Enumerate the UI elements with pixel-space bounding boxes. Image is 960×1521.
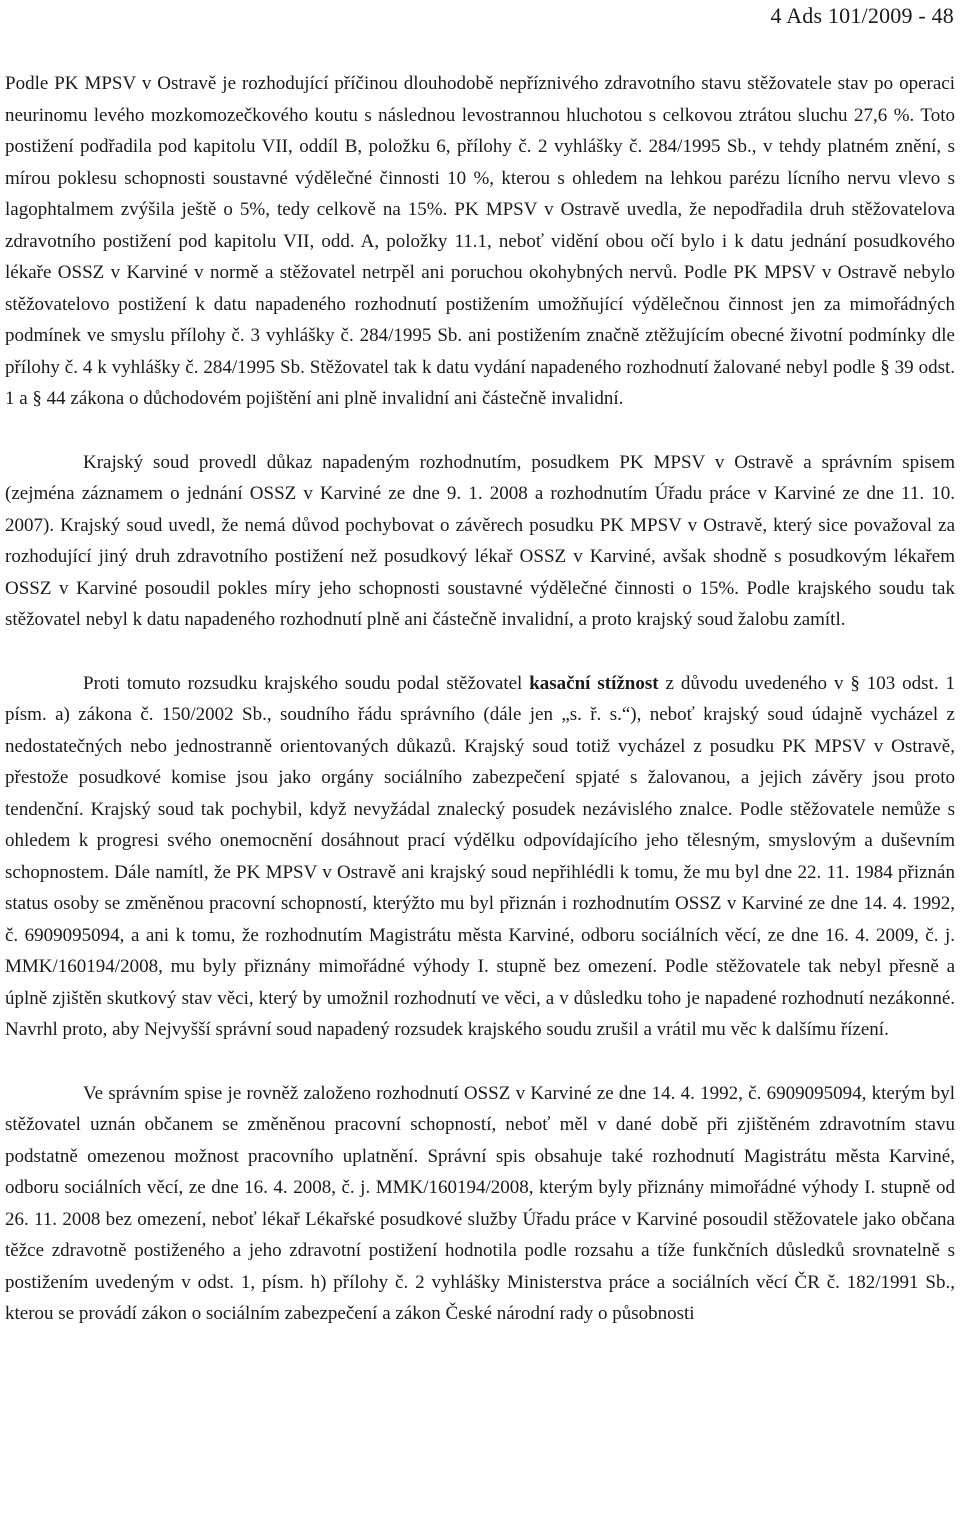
- paragraph-regional-court: Krajský soud provedl důkaz napadeným rozhodnutím, posudkem PK MPSV v Ostravě a správním spisem (zejména záznamem o jednání OSSZ v Karviné ze dne 9. 1. 2008 a rozhodnutím Úřadu práce v Karviné ze dne 11. 10. 2007). Krajský soud uvedl, že nemá důvod pochybovat o závěrech posudku PK MPSV v Ostravě, který sice považoval za rozhodující jiný druh zdravotního postižení než posudkový lékař OSSZ v Karviné, avšak shodně s posudkovým lékařem OSSZ v Karviné posoudil pokles míry jeho schopnosti soustavné výdělečné činnosti o 15%. Podle krajského soudu tak stěžovatel nebyl k datu napadeného rozhodnutí plně ani částečně invalidní, a proto krajský soud žalobu zamítl.: [5, 451, 955, 630]
- paragraph-cassation-intro: Proti tomuto rozsudku krajského soudu podal stěžovatel: [83, 672, 530, 694]
- paragraph-administrative-file: Ve správním spise je rovněž založeno rozhodnutí OSSZ v Karviné ze dne 14. 4. 1992, č. 6909095094, kterým byl stěžovatel uznán občanem se změněnou pracovní schopností, neboť měl v dané době při zjištěném zdravotním stavu podstatně omezenou možnost pracovního uplatnění. Správní spis obsahuje také rozhodnutí Magistrátu města Karviné, odboru sociálních věcí, ze dne 16. 4. 2008, č. j. MMK/160194/2008, kterým byly přiznány mimořádné výhody I. stupně od 26. 11. 2008 bez omezení, neboť lékař Lékařské posudkové služby Úřadu práce v Karviné posoudil stěžovatele jako občana těžce zdravotně postiženého a jeho zdravotní postižení hodnotila podle rozsahu a tíže funkčních důsledků srovnatelně s postižením uvedeným v odst. 1, písm. h) přílohy č. 2 vyhlášky Ministerstva práce a sociálních věcí ČR č. 182/1991 Sb., kterou se provádí zákon o sociálním zabezpečení a zákon České národní rady o působnosti: [5, 1082, 955, 1324]
- document-body: [5, 68, 955, 1330]
- cassation-complaint-term: kasační stížnost: [529, 672, 659, 694]
- paragraph-commission-findings: Podle PK MPSV v Ostravě je rozhodující příčinou dlouhodobě nepříznivého zdravotního stavu stěžovatele stav po operaci neurinomu levého mozkomozečkového koutu s následnou levostrannou hluchotou s celkovou ztrátou sluchu 27,6 %. Toto postižení podřadila pod kapitolu VII, oddíl B, položku 6, přílohy č. 2 vyhlášky č. 284/1995 Sb., v tehdy platném znění, s mírou poklesu schopnosti soustavné výdělečné činnosti 10 %, kterou s ohledem na lehkou parézu lícního nervu vlevo s lagophtalmem zvýšila ještě o 5%, tedy celkově na 15%. PK MPSV v Ostravě uvedla, že nepodřadila druh stěžovatelova zdravotního postižení pod kapitolu VII, odd. A, položky 11.1, neboť vidění obou očí bylo i k datu jednání posudkového lékaře OSSZ v Karviné v normě a stěžovatel netrpěl ani poruchou okohybných nervů. Podle PK MPSV v Ostravě nebylo stěžovatelovo postižení k datu napadeného rozhodnutí postižením umožňující výdělečnou činnost jen za mimořádných podmínek ve smyslu přílohy č. 3 vyhlášky č. 284/1995 Sb. ani postižením značně ztěžujícím obecné životní podmínky dle přílohy č. 4 k vyhlášky č. 284/1995 Sb. Stěžovatel tak k datu vydání napadeného rozhodnutí žalované nebyl podle § 39 odst. 1 a § 44 zákona o důchodovém pojištění ani plně invalidní ani částečně invalidní.: [5, 73, 955, 409]
- paragraph-cassation-rest: z důvodu uvedeného v § 103 odst. 1 písm. a) zákona č. 150/2002 Sb., soudního řádu správního (dále jen „s. ř. s.“), neboť krajský soud údajně vycházel z nedostatečných nebo jednostranně orientovaných důkazů. Krajský soud totiž vycházel z posudku PK MPSV v Ostravě, přestože posudkové komise jsou jako orgány sociálního zabezpečení spjaté s žalovanou, a jejich závěry jsou proto tendenční. Krajský soud tak pochybil, když nevyžádal znalecký posudek nezávislého znalce. Podle stěžovatele nemůže s ohledem k progresi svého onemocnění dosáhnout prací výdělku odpovídajícího jeho tělesným, smyslovým a duševním schopnostem. Dále namítl, že PK MPSV v Ostravě ani krajský soud nepřihlédli k tomu, že mu byl dne 22. 11. 1984 přiznán status osoby se změněnou pracovní schopností, kterýžto mu byl přiznán i rozhodnutím OSSZ v Karviné ze dne 14. 4. 1992, č. 6909095094, a ani k tomu, že rozhodnutím Magistrátu města Karviné, odboru sociálních věcí, ze dne 16. 4. 2009, č. j. MMK/160194/2008, mu byly přiznány mimořádné výhody I. stupně bez omezení. Podle stěžovatele tak nebyl přesně a úplně zjištěn skutkový stav věci, který by umožnil rozhodnutí ve věci, a v důsledku toho je napadené rozhodnutí nezákonné. Navrhl proto, aby Nejvyšší správní soud napadený rozsudek krajského soudu zrušil a vrátil mu věc k dalšímu řízení.: [5, 672, 955, 1040]
- paragraph-cassation-complaint: [5, 668, 955, 1046]
- page-reference-header: 4 Ads 101/2009 - 48: [770, 3, 954, 28]
